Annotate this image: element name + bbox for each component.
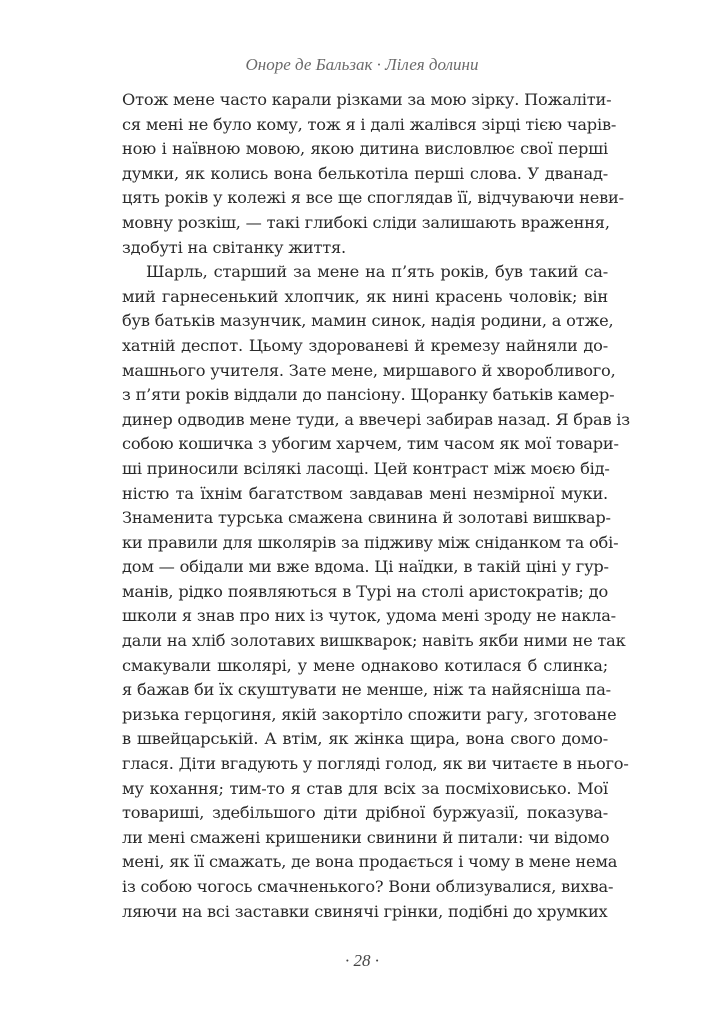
text-line: му кохання; тим-то я став для всіх за посміховисько. Мої — [122, 778, 608, 798]
text-line: із собою чогось смачненького? Вони облизувалися, вихва- — [122, 877, 614, 896]
text-line: динер одводив мене туди, а ввечері забирав назад. Я брав із — [122, 409, 630, 429]
text-line: глася. Діти вгадують у погляді голод, як ви читаєте в нього- — [122, 754, 629, 774]
text-line: думки, як колись вона белькотіла перші слова. У дванад- — [122, 163, 608, 183]
text-line: мий гарнесенький хлопчик, як нині красень чоловік; він — [122, 286, 608, 306]
text-line: ки правили для школярів за підживу між сніданком та обі- — [122, 532, 619, 552]
running-header: Оноре де Бальзак · Лілея долини — [245, 55, 479, 74]
text-line: Отож мене часто карали різками за мою зірку. Пожаліти- — [122, 90, 612, 109]
text-line: здобуті на світанку життя. — [122, 237, 346, 257]
text-line: хатній деспот. Цьому здорованеві й кремезу найняли до- — [122, 335, 608, 355]
text-line: ся мені не було кому, тож я і далі жалівся зірці тією чарів- — [122, 114, 617, 134]
text-line: манів, рідко появляються в Турі на столі аристократів; до — [122, 581, 608, 601]
text-line: товариші, здебільшого діти дрібної буржуазії, показува- — [122, 803, 608, 823]
text-line: школи я знав про них із чуток, удома мені зроду не накла- — [122, 606, 616, 626]
body-text — [122, 88, 630, 924]
page-number: · 28 · — [345, 951, 379, 970]
paragraph-2 — [122, 260, 630, 924]
text-line: мені, як її смажать, де вона продається і чому в мене нема — [122, 852, 618, 872]
text-line: в швейцарській. А втім, як жінка щира, вона свого домо- — [122, 729, 608, 749]
text-line: цять років у колежі я все ще споглядав її, відчуваючи неви- — [122, 188, 624, 208]
text-line: був батьків мазунчик, мамин синок, надія родини, а отже, — [122, 311, 614, 331]
text-line: ною і наївною мовою, якою дитина висловлює свої перші — [122, 139, 608, 159]
text-line: ляючи на всі заставки свинячі грінки, подібні до хрумких — [122, 901, 608, 921]
text-line: машнього учителя. Зате мене, миршавого й хворобливого, — [122, 360, 616, 380]
text-line: дали на хліб золотавих вишкварок; навіть якби ними не так — [122, 631, 626, 651]
text-line: ші приносили всілякі ласощі. Цей контраст між моєю бід- — [122, 458, 610, 478]
text-line: собою кошичка з убогим харчем, тим часом як мої товари- — [122, 434, 619, 454]
text-line: Шарль, старший за мене на п’ять років, був такий са- — [146, 262, 608, 282]
text-line: смакували школярі, у мене однаково котилася б слинка; — [122, 655, 608, 675]
text-line: Знаменита турська смажена свинина й золотаві вишквар- — [122, 508, 611, 528]
paragraph-1 — [122, 88, 624, 260]
text-line: я бажав би їх скуштувати не менше, ніж та найясніша па- — [122, 680, 611, 700]
text-line: мовну розкіш, — такі глибокі сліди залишають враження, — [122, 212, 610, 232]
text-line: з п’яти років віддали до пансіону. Щоранку батьків камер- — [122, 385, 615, 405]
text-line: ли мені смажені кришеники свинини й питали: чи відомо — [122, 827, 610, 847]
text-line: дом — обідали ми вже вдома. Ці наїдки, в такій ціні у гур- — [122, 557, 609, 577]
text-line: ризька герцогиня, якій закортіло спожити рагу, зготоване — [122, 704, 617, 724]
text-line: ністю та їхнім багатством завдавав мені незмірної муки. — [122, 483, 608, 503]
